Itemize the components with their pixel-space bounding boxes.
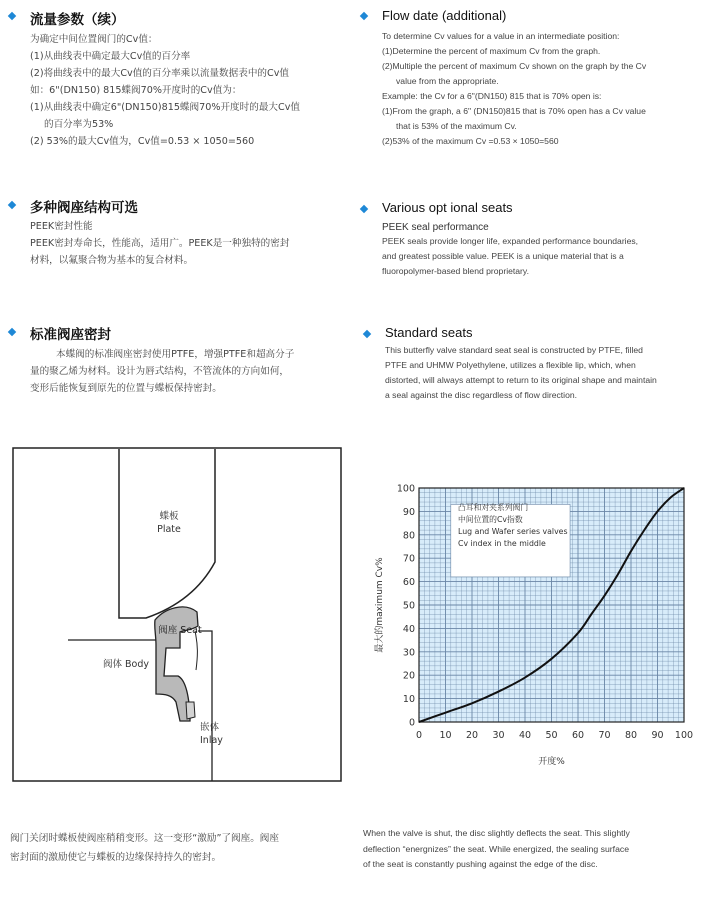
x-tick-label: 80 [624, 730, 638, 741]
x-tick-label: 90 [651, 730, 664, 741]
caption-en [363, 826, 630, 873]
y-tick-label: 30 [402, 647, 415, 659]
legend-line: Cv index in the middle [458, 539, 546, 548]
standard-text-en [385, 343, 657, 403]
y-tick-label: 0 [408, 717, 415, 729]
flow-text-cn [30, 31, 300, 150]
legend-line: 凸耳和对夹系列阀门 [458, 503, 529, 512]
text-line: (1)Determine the percent of maximum Cv from the graph. [382, 46, 601, 56]
seat-cross-section-diagram [0, 440, 360, 800]
inlay-label-cn: 嵌体 [200, 722, 220, 733]
y-tick-label: 90 [402, 506, 415, 518]
y-axis-label: 最大的maximum Cv% [375, 557, 385, 653]
plate-label-en: Plate [157, 524, 181, 535]
text-line: 如：6"(DN150) 815蝶阀70%开度时的Cv值为： [30, 85, 242, 96]
y-tick-label: 100 [396, 483, 415, 495]
text-line: 的百分率为53% [44, 119, 114, 130]
section-bullet-icon [360, 205, 368, 213]
seats-title-cn: 多种阀座结构可选 [30, 200, 138, 216]
section-bullet-icon [360, 12, 368, 20]
standard-title-cn: 标准阀座密封 [30, 327, 111, 343]
flow-text-en [382, 29, 646, 149]
x-tick-label: 30 [492, 730, 505, 741]
section-bullet-icon [363, 330, 371, 338]
inlay-shape [186, 702, 195, 719]
x-tick-label: 70 [598, 730, 611, 741]
y-tick-label: 40 [402, 623, 415, 635]
text-line: 量的聚乙烯为材料。设计为唇式结构，不管流体的方向如何， [30, 366, 290, 377]
text-line: (1)从曲线表中确定最大Cv值的百分率 [30, 51, 191, 62]
text-line: value from the appropriate. [396, 76, 499, 86]
body-label: 阀体 Body [103, 659, 150, 670]
text-line: (2)53% of the maximum Cv =0.53 × 1050=560 [382, 136, 559, 146]
text-line: 变形后能恢复到原先的位置与蝶板保持密封。 [30, 383, 222, 394]
section-bullet-icon [8, 12, 16, 20]
text-line: (2)Multiple the percent of maximum Cv shown on the graph by the Cv [382, 61, 647, 71]
text-line: 阀门关闭时蝶板使阀座稍稍变形。这一变形“激励”了阀座。阀座 [10, 833, 279, 844]
plate-label-cn: 蝶板 [159, 511, 179, 522]
y-tick-label: 10 [402, 694, 415, 706]
text-line: (1)From the graph, a 6" (DN150)815 that is 70% open has a Cv value [382, 106, 646, 116]
text-line: distorted, will always attempt to return to its original shape and maintain [385, 375, 657, 385]
text-line: PEEK密封性能 [30, 221, 93, 232]
text-line: (2)将曲线表中的最大Cv值的百分率乘以流量数据表中的Cv值 [30, 68, 289, 79]
flow-title-en: Flow date (additional) [382, 8, 507, 23]
text-line: (1)从曲线表中确定6"(DN150)815蝶阀70%开度时的最大Cv值 [30, 102, 300, 113]
section-bullet-icon [8, 328, 16, 336]
x-tick-label: 0 [415, 730, 423, 741]
text-line: 密封面的激励使它与蝶板的边缘保持持久的密封。 [10, 852, 222, 863]
legend-line: 中间位置的Cv指数 [458, 515, 523, 524]
caption-cn [10, 829, 279, 867]
seats-text-en [382, 234, 638, 279]
text-line: deflection “energnizes” the seat. While energized, the sealing surface [363, 843, 630, 854]
text-line: Example: the Cv for a 6"(DN150) 815 that is 70% open is: [382, 91, 602, 101]
text-line: When the valve is shut, the disc slightly deflects the seat. This slightly [363, 828, 630, 838]
seat-label: 阀座 Seat [158, 625, 202, 636]
y-tick-label: 70 [402, 553, 415, 565]
text-line: This butterfly valve standard seat seal is constructed by PTFE, filled [385, 345, 643, 355]
x-tick-label: 20 [465, 730, 479, 741]
text-line: and greatest possible value. PEEK is a unique material that is a [382, 251, 624, 261]
legend-line: Lug and Wafer series valves [458, 527, 568, 536]
y-tick-label: 60 [402, 577, 415, 589]
text-line: 本蝶阀的标准阀座密封使用PTFE，增强PTFE和超高分子 [56, 349, 295, 360]
cv-chart [360, 470, 722, 780]
inlay-label-en: Inlay [200, 735, 223, 746]
text-line: that is 53% of the maximum Cv. [396, 121, 517, 131]
text-line: PTFE and UHMW Polyethylene, utilizes a flexible lip, which, when [385, 360, 636, 370]
flow-title-cn: 流量参数（续） [30, 12, 125, 28]
seats-title-en: Various opt ional seats [382, 200, 513, 215]
seats-subtitle-en: PEEK seal performance [382, 222, 489, 233]
text-line: fluoropolymer-based blend proprietary. [382, 266, 529, 276]
text-line: of the seat is constantly pushing against the edge of the disc. [363, 859, 598, 869]
x-tick-label: 50 [545, 730, 558, 741]
section-bullet-icon [8, 201, 16, 209]
seats-text-cn [30, 218, 289, 269]
standard-text-cn [30, 346, 294, 397]
y-tick-label: 20 [402, 670, 415, 682]
x-tick-label: 40 [518, 730, 532, 741]
text-line: PEEK seals provide longer life, expanded performance boundaries, [382, 236, 639, 246]
text-line: 材料，以氟聚合物为基本的复合材料。 [30, 255, 194, 266]
text-line: a seal against the disc regardless of flow direction. [385, 390, 578, 400]
x-tick-label: 10 [439, 730, 452, 741]
x-tick-label: 60 [571, 730, 585, 741]
text-line: To determine Cv values for a value in an intermediate position: [382, 31, 620, 41]
y-tick-label: 50 [402, 600, 415, 612]
text-line: PEEK密封寿命长，性能高，适用广。PEEK是一种独特的密封 [30, 238, 290, 249]
x-axis-label: 开度% [538, 757, 565, 767]
standard-title-en: Standard seats [385, 325, 473, 340]
y-tick-label: 80 [402, 530, 415, 542]
text-line: 为确定中间位置阀门的Cv值： [30, 34, 158, 45]
text-line: (2) 53%的最大Cv值为，Cv值=0.53 × 1050=560 [30, 136, 255, 147]
x-tick-label: 100 [674, 730, 694, 741]
